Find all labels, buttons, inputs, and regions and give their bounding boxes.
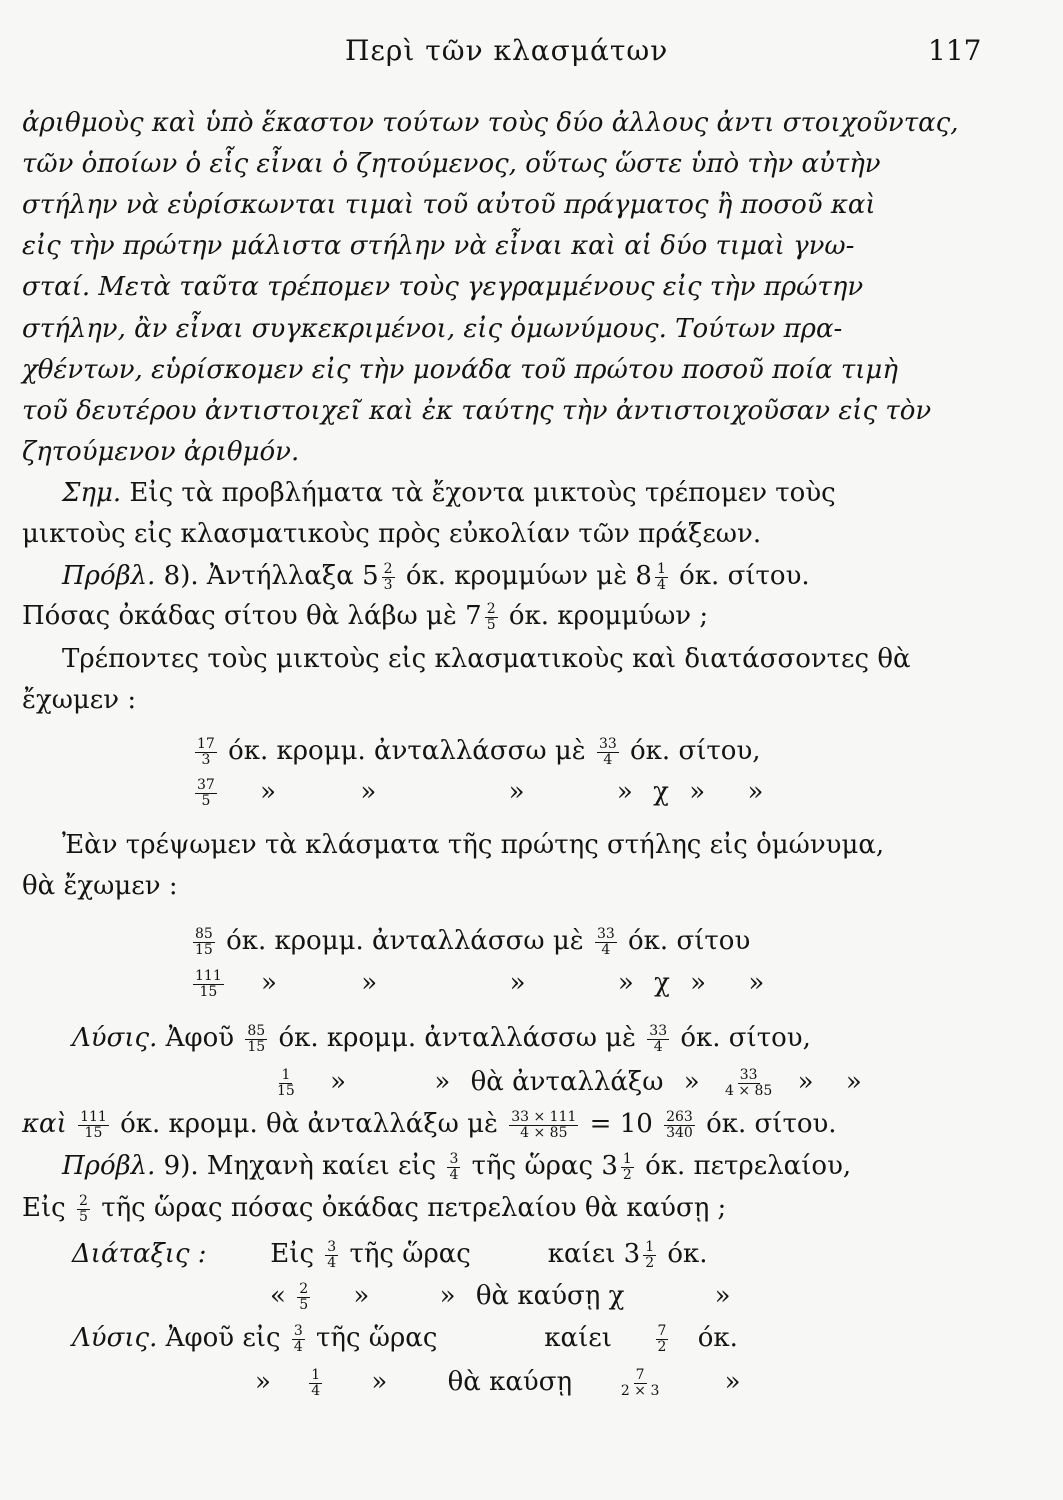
running-title: Περὶ τῶν κλασμάτων (345, 34, 669, 67)
fraction: $\frac{1}{2}$ (645, 1238, 655, 1271)
fraction: $\frac{3}{4}$ (293, 1322, 303, 1355)
note-text-1: Εἰς τὰ προβλήματα τὰ ἔχοντα μικτοὺς τρέπομεν τοὺς (129, 478, 836, 508)
equation-row-4 (190, 967, 776, 1000)
text-line-5: σταί. Μετὰ ταῦτα τρέπομεν τοὺς γεγραμμένους εἰς τὴν πρώτην (22, 272, 864, 302)
fraction: $\frac{7}{2}$ (657, 1322, 667, 1355)
ditto-mark: « (270, 1281, 286, 1311)
mixed-whole: 8 (635, 561, 652, 591)
ditto-mark: » (353, 1281, 370, 1311)
fraction: $\frac{85}{15}$ (195, 925, 213, 958)
solution-text: όκ. (697, 1323, 738, 1353)
mixed-whole: 5 (362, 561, 379, 591)
unknown-x: χ (653, 777, 669, 807)
equation-text: όκ. σίτου, (630, 736, 761, 766)
fraction: $\frac{85}{15}$ (247, 1022, 266, 1055)
unknown-x: χ (608, 1281, 625, 1311)
ditto-mark: » (361, 968, 378, 998)
mixed-whole: 3 (623, 1239, 641, 1269)
solution-text: όκ. κρομμ. ἀνταλλάσσω μὲ (278, 1023, 637, 1053)
solution-row-5 (255, 1366, 753, 1399)
note-line-2: μικτοὺς εἰς κλασματικοὺς πρὸς εὐκολίαν τῶν πράξεων. (22, 519, 762, 549)
arrangement-text: τῆς ὥρας (349, 1239, 471, 1269)
equation-row-2 (192, 776, 775, 809)
ditto-mark: » (748, 968, 765, 998)
text-line-4: εἰς τὴν πρώτην μάλιστα στήλην νὰ εἶναι καὶ αἱ δύο τιμαὶ γνω- (22, 231, 855, 261)
text-line-8: τοῦ δευτέρου ἀντιστοιχεῖ καὶ ἐκ ταύτης τὴν ἀντιστοιχοῦσαν εἰς τὸν (22, 396, 932, 426)
solution-text: καὶ (22, 1109, 67, 1139)
solution-label: Λύσις. (72, 1023, 158, 1053)
arrangement-text: καίει (547, 1239, 616, 1269)
mixed-whole: 3 (601, 1151, 618, 1181)
problem-number: 9). (163, 1151, 199, 1181)
equation-row-1 (192, 735, 761, 768)
problem-8-statement (62, 560, 810, 593)
ditto-mark: » (683, 1067, 700, 1097)
ditto-mark: » (714, 1281, 731, 1311)
solution-text: Ἀφοῦ εἰς (165, 1323, 281, 1353)
arrangement-text: θὰ καύσῃ (475, 1281, 601, 1311)
solution-row-2 (272, 1066, 874, 1099)
equation-text: όκ. σίτου (628, 926, 751, 956)
solution-row-3 (22, 1108, 837, 1141)
fraction: $\frac{2}{3}$ (383, 560, 393, 593)
problem-text: όκ. κρομμύων μὲ (405, 561, 628, 591)
fraction: $\frac{33}{4}$ (649, 1022, 668, 1055)
page-number: 117 (928, 34, 982, 67)
solution-label: Λύσις. (72, 1323, 158, 1353)
text-line-9: ζητούμενον ἀριθμόν. (22, 437, 300, 467)
solution-row-4 (72, 1322, 738, 1355)
fraction: $\frac{2}{5}$ (486, 600, 496, 633)
arrangement-text: Εἰς (270, 1239, 315, 1269)
ditto-mark: » (439, 1281, 456, 1311)
ditto-mark: » (360, 777, 377, 807)
unknown-x: χ (654, 968, 670, 998)
fraction: $\frac{1}{4}$ (656, 560, 666, 593)
problem-text: Ἀντήλλαξα (206, 561, 354, 591)
problem-text: όκ. σίτου. (679, 561, 810, 591)
fraction: $\frac{1}{15}$ (277, 1066, 295, 1099)
ditto-mark: » (616, 777, 633, 807)
text-line-3: στήλην νὰ εὑρίσκωνται τιμαὶ τοῦ αὐτοῦ πράγματος ἢ ποσοῦ καὶ (22, 190, 876, 220)
equation-text: όκ. κρομμ. ἀνταλλάσσω μὲ (226, 926, 584, 956)
text-line-2: τῶν ὁποίων ὁ εἷς εἶναι ὁ ζητούμενος, οὕτως ὥστε ὑπὸ τὴν αὐτὴν (22, 149, 881, 179)
problem-9-question (22, 1192, 726, 1225)
fraction: $\frac{3}{4}$ (327, 1238, 337, 1271)
ditto-mark: » (261, 968, 277, 998)
fraction: $\frac{111}{15}$ (80, 1108, 107, 1141)
ditto-mark: » (509, 968, 526, 998)
fraction: $\frac{2}{5}$ (79, 1192, 88, 1225)
equation-row-3 (190, 925, 750, 958)
fraction: $\frac{33}{4}$ (598, 735, 617, 768)
text-line-1: ἀριθμοὺς καὶ ὑπὸ ἕκαστον τούτων τοὺς δύο ἀλλους ἀντι στοιχοῦντας, (22, 108, 959, 138)
mixed-whole: 10 (619, 1109, 653, 1139)
arrangement-text: όκ. (667, 1239, 708, 1269)
text-line-7: χθέντων, εὑρίσκομεν εἰς τὴν μονάδα τοῦ πρώτου ποσοῦ ποία τιμὴ (22, 355, 898, 385)
arrangement-row-2 (270, 1280, 743, 1313)
note-label: Σημ. (62, 478, 122, 508)
problem-number: 8). (163, 561, 199, 591)
fraction: $\frac{1}{4}$ (311, 1366, 321, 1399)
text-line: Τρέποντες τοὺς μικτοὺς εἰς κλασματικοὺς καὶ διατάσσοντες θὰ (62, 644, 911, 674)
ditto-mark: » (434, 1067, 451, 1097)
equation-text: όκ. κρομμ. ἀνταλλάσσω μὲ (228, 736, 586, 766)
problem-8-question (22, 600, 708, 633)
ditto-mark: » (508, 777, 525, 807)
solution-text: θὰ ἀνταλλάξω (470, 1067, 664, 1097)
arrangement-row-1 (72, 1238, 708, 1271)
ditto-mark: » (724, 1367, 741, 1397)
problem-text: τῆς ὥρας πόσας ὀκάδας πετρελαίου θὰ καύσῃ ; (101, 1193, 727, 1223)
ditto-mark: » (617, 968, 634, 998)
problem-label: Πρόβλ. (62, 561, 156, 591)
fraction: $\frac{1}{2}$ (622, 1150, 632, 1183)
ditto-mark: » (260, 777, 277, 807)
solution-text: όκ. σίτου, (680, 1023, 811, 1053)
ditto-mark: » (330, 1067, 347, 1097)
note-line-1 (62, 477, 836, 509)
arrangement-label: Διάταξις : (72, 1239, 207, 1269)
ditto-mark: » (371, 1367, 388, 1397)
fraction: $\frac{33 \times 111}{4 \times 85}$ (511, 1108, 577, 1141)
ditto-mark: » (797, 1067, 814, 1097)
problem-text: Εἰς (22, 1193, 66, 1223)
solution-text: θὰ καύσῃ (447, 1367, 573, 1397)
problem-text: Μηχανὴ καίει εἰς (206, 1151, 437, 1181)
ditto-mark: » (255, 1367, 271, 1397)
fraction: $\frac{3}{4}$ (449, 1150, 459, 1183)
problem-label: Πρόβλ. (62, 1151, 156, 1181)
problem-text: όκ. πετρελαίου, (645, 1151, 852, 1181)
solution-text: τῆς ὥρας (316, 1323, 438, 1353)
fraction: $\frac{33}{4}$ (596, 925, 615, 958)
fraction: $\frac{111}{15}$ (195, 967, 222, 1000)
fraction: $\frac{2}{5}$ (299, 1280, 309, 1313)
problem-9-statement (62, 1150, 851, 1183)
fraction: $\frac{17}{3}$ (197, 735, 215, 768)
fraction: $\frac{37}{5}$ (197, 776, 215, 809)
fraction: $\frac{33}{4 \times 85}$ (724, 1066, 773, 1099)
ditto-mark: » (747, 777, 764, 807)
solution-text: όκ. σίτου. (706, 1109, 837, 1139)
problem-text: τῆς ὥρας (471, 1151, 594, 1181)
ditto-mark: » (690, 968, 707, 998)
mixed-whole: 7 (465, 601, 482, 631)
solution-row-1 (72, 1022, 811, 1055)
solution-text: Ἀφοῦ (165, 1023, 235, 1053)
equals-sign: = (589, 1109, 612, 1139)
solution-text: καίει (544, 1323, 612, 1353)
text-line: ἔχωμεν : (22, 685, 137, 715)
fraction: $\frac{7}{2 \times 3}$ (620, 1366, 660, 1399)
page-header (0, 34, 1063, 74)
ditto-mark: » (845, 1067, 862, 1097)
problem-text: Πόσας ὀκάδας σίτου θὰ λάβω μὲ (22, 601, 457, 631)
ditto-mark: » (689, 777, 706, 807)
fraction: $\frac{263}{340}$ (666, 1108, 693, 1141)
solution-text: όκ. κρομμ. θὰ ἀνταλλάξω μὲ (120, 1109, 498, 1139)
problem-text: όκ. κρομμύων ; (508, 601, 709, 631)
text-line: θὰ ἔχωμεν : (22, 871, 178, 901)
text-line-6: στήλην, ἂν εἶναι συγκεκριμένοι, εἰς ὁμωνύμους. Τούτων πρα- (22, 314, 843, 344)
text-line: Ἐὰν τρέψωμεν τὰ κλάσματα τῆς πρώτης στήλης εἰς ὁμώνυμα, (62, 830, 885, 860)
